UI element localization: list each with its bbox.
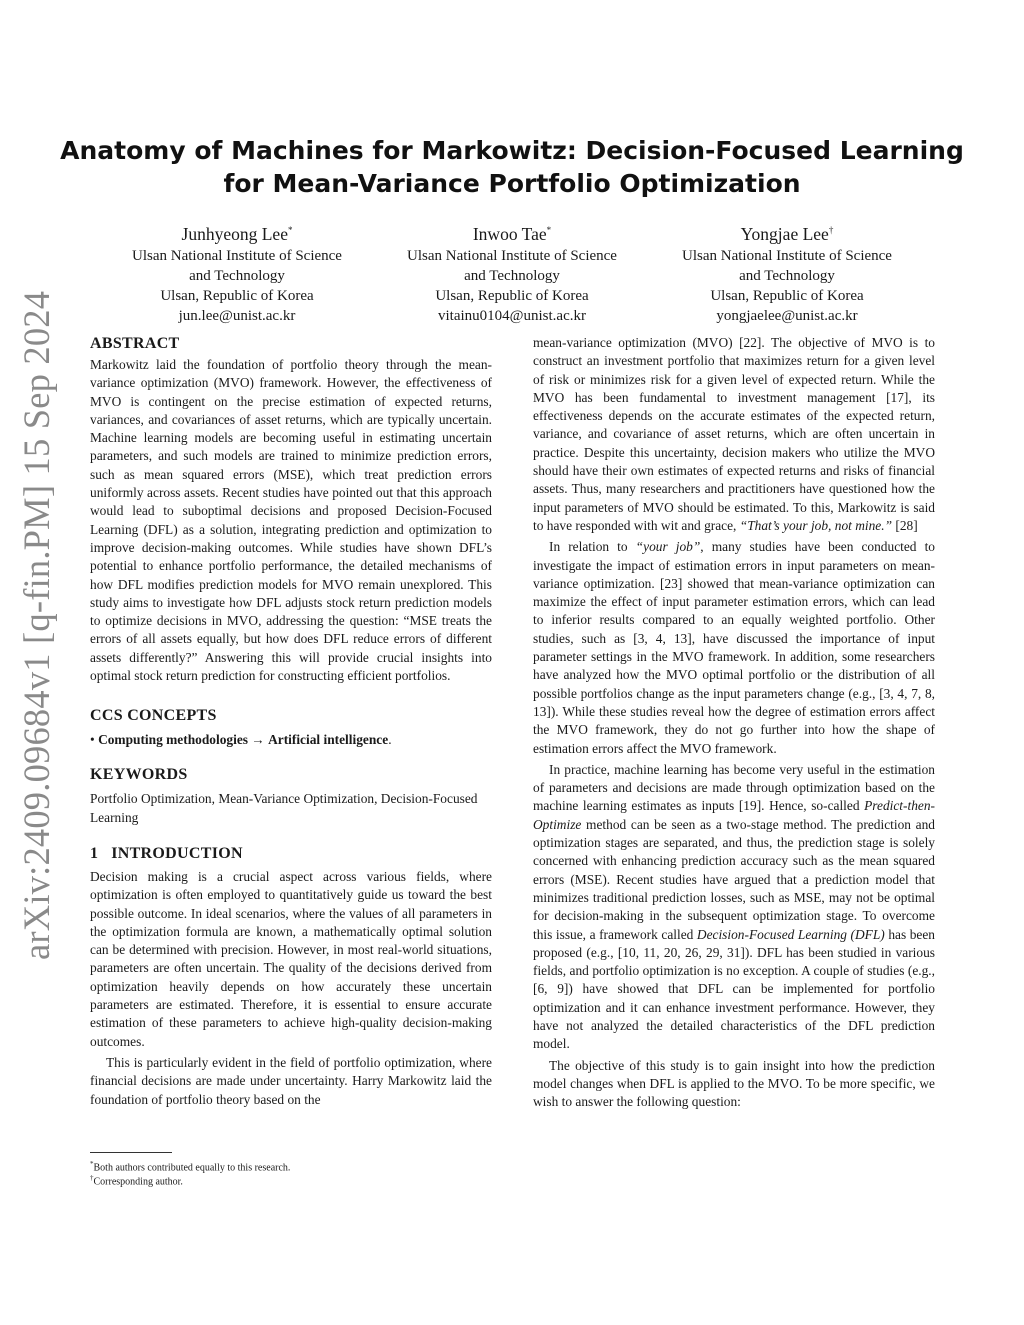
body-paragraph-3: In practice, machine learning has become very useful in the estimation of parameters and decisions are made through optimization based on the machine learning estimates as inputs [19]. Hence, so-called Predict-then-Optimize method can be seen as a two-stage method. The prediction and optimization stages are separated, and thus, the prediction stage is solely concerned with enhancing prediction accuracy such as the mean squared errors (MSE). Recent studies have argued that a prediction model that minimizes traditional prediction losses, such as MSE, may not be optimal for decision-making in the subsequent optimization stage. To overcome this issue, a framework called Decision-Focused Learning (DFL) has been proposed (e.g., [10, 11, 20, 26, 29, 31]). DFL has been studied in various fields, and portfolio optimization is no exception. A couple of studies (e.g., [6, 9]) have showed that DFL can be implemented for portfolio optimization and it can enhance investment performance. However, they have not analyzed the detailed characteristics of the DFL prediction model. (533, 761, 936, 1052)
intro-paragraph-2: This is particularly evident in the field of portfolio optimization, where financial decisions are made under uncertainty. Harry Markowitz laid the foundation of portfolio theory based on the (90, 1054, 492, 1107)
ccs-heading: CCS CONCEPTS (90, 707, 217, 725)
keywords-heading: KEYWORDS (90, 766, 188, 784)
footnote-divider (90, 1152, 172, 1153)
author-email: yongjaelee@unist.ac.kr (716, 307, 858, 324)
abstract-heading: ABSTRACT (90, 335, 180, 352)
ccs-concept: • Computing methodologies → Artificial intelligence. (90, 732, 392, 748)
author-affiliation: Ulsan National Institute of Science (132, 247, 342, 264)
paper-title (0, 134, 1024, 200)
arxiv-identifier: arXiv:2409.09684v1 [q-fin.PM] 15 Sep 2024 (16, 290, 57, 960)
title-line-1: Anatomy of Machines for Markowitz: Decision-Focused Learning (60, 136, 964, 165)
introduction-heading: 1 INTRODUCTION (90, 844, 243, 862)
abstract-text: Markowitz laid the foundation of portfolio theory through the mean-variance optimization (MVO) framework. However, the effectiveness of MVO is contingent on the precise estimation of expected returns, variances, and covariances of asset returns, which are typically uncertain. Machine learning models are becoming useful in estimating uncertain parameters, and such models are trained to minimize prediction errors, such as mean squared errors (MSE), which treat prediction errors uniformly across assets. Recent studies have pointed out that this approach would lead to suboptimal decisions and proposed Decision-Focused Learning (DFL) as a solution, integrating prediction and optimization to improve decision-making outcomes. While studies have shown DFL’s potential to enhance portfolio performance, the detailed mechanisms of how DFL modifies prediction models for MVO remain unexplored. This study aims to investigate how DFL adjusts stock return prediction models to optimize decisions in MVO, addressing the question: “MSE treats the errors of all assets equally, but how does DFL reduce errors of different assets differently?” Answering this will provide crucial insights into optimal stock return prediction for constructing efficient portfolios. (90, 357, 492, 684)
author-affiliation: Ulsan National Institute of Science (407, 247, 617, 264)
keywords-text: Portfolio Optimization, Mean-Variance Optimization, Decision-Focused Learning (90, 791, 478, 825)
author-name: Junhyeong Lee* (181, 223, 293, 244)
body-paragraph-4: The objective of this study is to gain insight into how the prediction model changes when DFL is applied to the MVO. To be more specific, we wish to answer the following question: (533, 1057, 935, 1110)
author-affiliation: and Technology (739, 267, 835, 284)
author-location: Ulsan, Republic of Korea (160, 287, 314, 304)
left-column (90, 334, 492, 1109)
intro-paragraph-1: Decision making is a crucial aspect across various fields, where optimization is often employed to quantitatively guide us toward the best possible outcome. In ideal scenarios, where the values of all parameters in the optimization formula are known, a mathematically optimal solution can be determined with precision. However, in most real-world situations, parameters are often uncertain. The quality of the decisions derived from optimization heavily depends on how accurately these uncertain parameters are estimated. Therefore, it is essential to ensure accurate estimation of these parameters to achieve high-quality decision-making outcomes. (90, 868, 492, 1049)
author-location: Ulsan, Republic of Korea (710, 287, 864, 304)
body-paragraph-1: mean-variance optimization (MVO) [22]. The objective of MVO is to construct an investment portfolio that maximizes return for a given level of risk or minimizes risk for a given level of expected return. While the MVO has been fundamental to investment management [17], its effectiveness depends on the accurate estimates of the expected return, variance, and covariance of asset returns, which are often uncertain in practice. Despite this uncertainty, decision makers who utilize the MVO should have their own estimates of expected returns and risks of financial assets. Thus, many researchers and practitioners have questioned how the input parameters of MVO should be estimated. To this, Markowitz is said to have responded with wit and grace, “That’s your job, not mine.” [28] (533, 335, 935, 533)
author-block-2 (377, 218, 647, 326)
author-email: jun.lee@unist.ac.kr (178, 307, 296, 324)
author-affiliation: and Technology (189, 267, 285, 284)
body-paragraph-2: In relation to “your job”, many studies have been conducted to investigate the impact of estimation errors in input parameters on mean-variance optimization. [23] showed that mean-variance optimization can maximize the effect of input parameter estimation errors, which can lead to inferior results compared to an equally weighted portfolio. Other studies, such as [3, 4, 13], have discussed the importance of input parameter settings in the MVO framework. In addition, some researchers have analyzed how the MVO optimal portfolio or the distribution of all possible portfolios change as the input parameters change (e.g., [3, 4, 7, 8, 13]). While these studies reveal how the degree of estimation errors affect the MVO framework, they do not go further into how the shape of estimation errors affect the MVO framework. (533, 539, 935, 756)
author-location: Ulsan, Republic of Korea (435, 287, 589, 304)
author-block-3 (652, 218, 922, 326)
footnote-corresponding-author: †Corresponding author. (90, 1174, 183, 1188)
footnote-equal-contribution: *Both authors contributed equally to this research. (90, 1160, 291, 1174)
author-name: Yongjae Lee† (740, 223, 834, 244)
author-block-1 (102, 218, 372, 326)
author-affiliation: and Technology (464, 267, 560, 284)
author-affiliation: Ulsan National Institute of Science (682, 247, 892, 264)
right-column (533, 334, 935, 1111)
author-email: vitainu0104@unist.ac.kr (438, 307, 586, 324)
author-name: Inwoo Tae* (472, 223, 552, 244)
title-line-2: for Mean-Variance Portfolio Optimization (223, 169, 801, 198)
